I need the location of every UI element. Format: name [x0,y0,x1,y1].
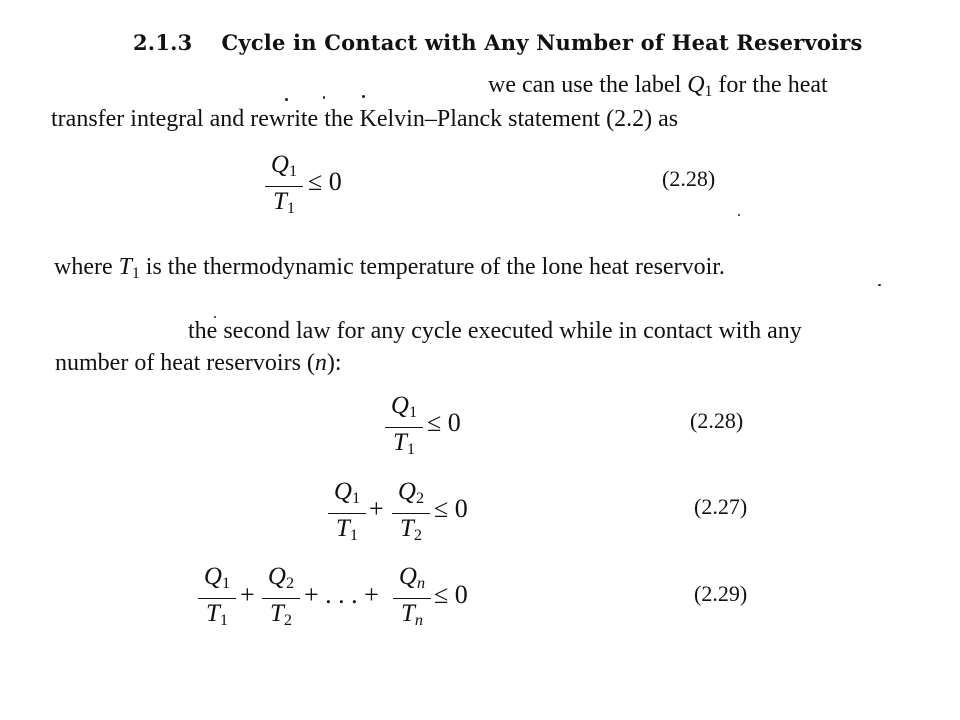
section-title: Cycle in Contact with Any Number of Heat Reservoirs [221,30,863,55]
eq-a-label: (2.28) [690,408,744,433]
para3-line1: the second law for any cycle executed while in contact with any [188,318,802,344]
scan-speck [738,214,740,216]
eq-c-ellipsis: + . . . + [304,580,379,609]
scan-speck [878,284,881,286]
eq-b-term2: $Q_2$ $T_2$ [392,477,430,550]
para1-line2: transfer integral and rewrite the Kelvin–Planck statement (2.2) as [51,106,679,132]
eq-c-plus: + [240,580,255,609]
eq1-fraction: $Q_1$ $T_1$ [265,150,303,223]
eq-b-term1: $Q_1$ $T_1$ [328,477,366,550]
eq-c-label: (2.29) [694,581,748,606]
para1-line1: we can use the label $Q_1$ for the heat [488,72,828,100]
eq-c-term1: $Q_1$ $T_1$ [198,562,236,635]
eq-c-relation: ≤ 0 [434,580,468,609]
eq-b-relation: ≤ 0 [434,494,468,523]
scan-speck [362,95,365,98]
eq1-relation: ≤ 0 [308,167,342,196]
eq-b-plus: + [369,494,384,523]
eq1-label: (2.28) [662,166,716,191]
eq-b-label: (2.27) [694,494,748,519]
var-q1: $Q_1$ [687,72,713,100]
scan-speck [323,96,325,99]
section-heading [133,30,863,55]
var-t1: $T_1$ [118,254,140,282]
para3-line2: number of heat reservoirs (n): [55,350,342,376]
eq-a-relation: ≤ 0 [427,408,461,437]
eq-c-term2: $Q_2$ $T_2$ [262,562,300,635]
eq-a-fraction: $Q_1$ $T_1$ [385,391,423,464]
scan-speck [285,98,288,101]
eq-c-term-n: $Q_n$ $T_n$ [393,562,431,635]
para2-line: where $T_1$ is the thermodynamic temperature of the lone heat reservoir. [54,254,725,282]
section-number: 2.1.3 [133,30,193,55]
